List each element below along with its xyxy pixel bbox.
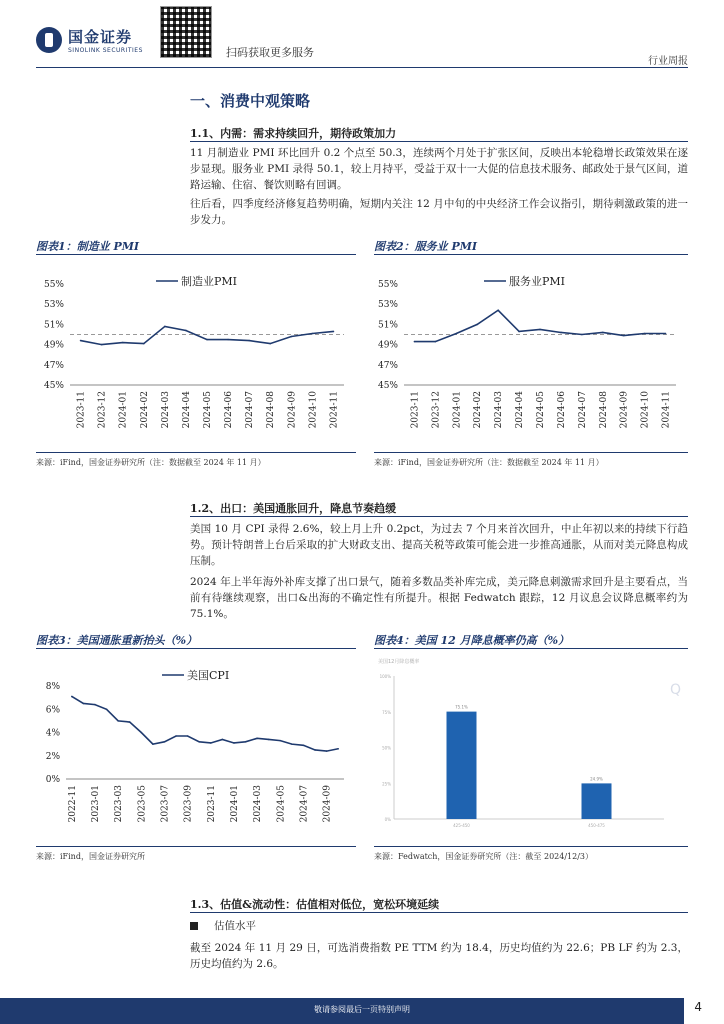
subsection-1-divider [190, 141, 688, 142]
y-tick-label: 4% [45, 728, 60, 739]
y-tick-label: 47% [377, 360, 398, 371]
x-tick-label: 2023-12 [431, 391, 442, 429]
series-line [414, 310, 665, 341]
x-tick-label: 2024-01 [118, 391, 129, 429]
data-point [476, 324, 478, 326]
data-point [602, 332, 604, 334]
data-point [71, 696, 73, 698]
chart-us-cpi [36, 656, 356, 841]
y-tick-label: 47% [43, 360, 64, 371]
y-tick-label: 53% [43, 300, 64, 311]
data-point [101, 344, 103, 346]
data-point [581, 334, 583, 336]
x-tick-label: 2024-09 [322, 785, 333, 823]
y-tick-label: 2% [45, 751, 60, 762]
data-point [117, 720, 119, 722]
subsection-3-title: 1.3、估值&流动性：估值相对低位，宽松环境延续 [190, 898, 440, 911]
x-tick-label: 2024-10 [640, 391, 651, 429]
data-point [560, 332, 562, 334]
figure-1-source: 来源：iFind，国金证券研究所（注：数据截至 2024 年 11 月） [36, 458, 266, 467]
y-tick-label: 8% [45, 682, 60, 692]
x-tick-label: 2023-11 [76, 391, 87, 429]
x-tick-label: 2024-11 [661, 391, 672, 429]
x-tick-label: 425-450 [453, 823, 470, 828]
x-tick-label: 2024-11 [329, 391, 340, 429]
logo-cn: 国金证券 [68, 28, 133, 46]
report-type: 行业周报 [648, 56, 688, 67]
x-tick-label: 2024-08 [266, 391, 277, 429]
data-point [414, 341, 416, 343]
data-point [94, 704, 96, 706]
subsection-3-bullet [190, 918, 688, 934]
x-tick-label: 2023-07 [160, 785, 171, 823]
x-tick-label: 2024-09 [287, 391, 298, 429]
data-point [210, 742, 212, 744]
x-tick-label: 2024-04 [181, 391, 192, 429]
footer-disclaimer: 敬请参阅最后一页特别声明 [314, 1005, 410, 1014]
x-tick-label: 2023-11 [206, 785, 217, 823]
page-number: 4 [694, 1000, 702, 1014]
data-point [279, 740, 281, 742]
data-point [140, 732, 142, 734]
company-logo [36, 26, 143, 54]
y-tick-label: 55% [43, 280, 64, 290]
data-point [268, 739, 270, 741]
legend-label: 制造业PMI [181, 275, 238, 288]
subsection-2-divider [190, 516, 688, 517]
x-tick-label: 2022-11 [67, 785, 78, 823]
data-point [222, 739, 224, 741]
x-tick-label: 2024-01 [452, 391, 463, 429]
data-point [152, 743, 154, 745]
x-tick-label: 2024-03 [253, 785, 264, 823]
data-point [233, 742, 235, 744]
x-tick-label: 2024-04 [515, 391, 526, 429]
bar-label: 75.1% [455, 704, 468, 710]
x-tick-label: 2024-05 [276, 785, 287, 823]
data-point [227, 339, 229, 341]
x-tick-label: 2024-06 [556, 391, 567, 429]
data-point [83, 703, 85, 705]
series-line [81, 326, 334, 344]
subsection-3-paragraph-1: 截至 2024 年 11 月 29 日，可选消费指数 PE TTM 约为 18.4，历史均值约为 22.6；PB LF 约为 2.3，历史均值约为 2.6。 [190, 942, 688, 970]
x-tick-label: 2024-03 [494, 391, 505, 429]
figure-4-title: 图表4：美国 12 月降息概率仍高（%） [374, 634, 570, 647]
x-tick-label: 2023-09 [183, 785, 194, 823]
data-point [497, 309, 499, 311]
data-point [106, 708, 108, 710]
x-tick-label: 2023-01 [90, 785, 101, 823]
x-tick-label: 2024-03 [160, 391, 171, 429]
chart-manufacturing-pmi [36, 262, 356, 447]
data-point [314, 749, 316, 751]
bar [582, 783, 612, 819]
x-tick-label: 2023-03 [114, 785, 125, 823]
data-point [326, 750, 328, 752]
data-point [175, 735, 177, 737]
x-tick-label: 2023-12 [97, 391, 108, 429]
data-point [129, 721, 131, 723]
x-tick-label: 2023-11 [410, 391, 421, 429]
chart-caption: 美国12月降息概率 [378, 659, 420, 665]
figure-2-source: 来源：iFind，国金证券研究所（注：数据截至 2024 年 11 月） [374, 458, 604, 467]
y-tick-label: 45% [377, 381, 398, 391]
figure-3-bottom-divider [36, 846, 356, 847]
data-point [164, 741, 166, 743]
logo-en: SINOLINK SECURITIES [68, 47, 143, 54]
x-tick-label: 2024-01 [229, 785, 240, 823]
x-tick-label: 2024-07 [577, 391, 588, 429]
x-tick-label: 2024-05 [203, 391, 213, 429]
x-tick-label: 2024-07 [299, 785, 310, 823]
y-tick-label: 75% [382, 709, 391, 715]
bar-label: 24.9% [590, 776, 603, 782]
data-point [291, 743, 293, 745]
x-tick-label: 2024-02 [139, 391, 150, 429]
watermark-icon: Q [670, 682, 682, 698]
subsection-1-title: 1.1、内需：需求持续回升，期待政策加力 [190, 127, 397, 140]
header-divider [36, 67, 688, 68]
data-point [122, 342, 124, 344]
y-tick-label: 49% [43, 340, 64, 351]
y-tick-label: 49% [377, 340, 398, 351]
data-point [198, 741, 200, 743]
y-tick-label: 51% [377, 320, 398, 331]
legend-label: 美国CPI [187, 669, 230, 682]
x-tick-label: 2024-08 [598, 391, 609, 429]
data-point [269, 343, 271, 345]
figure-1-bottom-divider [36, 452, 356, 453]
subsection-3-divider [190, 912, 688, 913]
data-point [623, 335, 625, 337]
y-tick-label: 0% [384, 817, 391, 822]
x-tick-label: 2024-07 [245, 391, 256, 429]
data-point [644, 333, 646, 335]
data-point [337, 748, 339, 750]
chart-services-pmi [374, 262, 688, 447]
figure-4-bottom-divider [374, 846, 688, 847]
subsection-1-paragraph-2: 往后看，四季度经济修复趋势明确，短期内关注 12 月中旬的中央经济工作会议指引，期待刺激政策的进一步发力。 [190, 198, 688, 226]
data-point [312, 333, 314, 335]
chart-rate-cut-probability [374, 656, 688, 841]
legend-label: 服务业PMI [509, 275, 566, 288]
x-tick-label: 2023-05 [137, 785, 148, 823]
x-tick-label: 2024-09 [619, 391, 630, 429]
bullet-label: 估值水平 [214, 920, 256, 932]
qr-code-icon[interactable] [160, 6, 212, 58]
data-point [245, 741, 247, 743]
data-point [303, 744, 305, 746]
chart-background [374, 656, 688, 841]
data-point [143, 343, 145, 345]
figure-2-divider [374, 254, 688, 255]
figure-1-divider [36, 254, 356, 255]
data-point [248, 340, 250, 342]
data-point [518, 331, 520, 333]
figure-3-source: 来源：iFind，国金证券研究所 [36, 852, 145, 861]
figure-1-title: 图表1：制造业 PMI [36, 240, 140, 253]
y-tick-label: 51% [43, 320, 64, 331]
page-header [0, 0, 724, 70]
x-tick-label: 2024-06 [224, 391, 235, 429]
data-point [256, 738, 258, 740]
x-tick-label: 2024-02 [473, 391, 484, 429]
y-tick-label: 100% [379, 674, 391, 679]
logo-icon [36, 27, 62, 53]
y-tick-label: 50% [382, 745, 391, 751]
y-tick-label: 53% [377, 300, 398, 311]
y-tick-label: 0% [45, 775, 60, 785]
x-tick-label: 450-475 [588, 823, 605, 828]
subsection-2-paragraph-2: 2024 年上半年海外补库支撑了出口景气，随着多数品类补库完成，美元降息刺激需求回升是主要看点，当前有待继续观察，出口&出海的不确定性有所提升。根据 Fedwatch 跟踪，12 月议息会议降息概率约为 75.1%。 [190, 576, 688, 620]
y-tick-label: 55% [377, 280, 398, 290]
section-title: 一、消费中观策略 [190, 92, 311, 110]
bullet-icon [190, 922, 198, 930]
series-line [72, 696, 338, 751]
data-point [187, 735, 189, 737]
subsection-2-paragraph-1: 美国 10 月 CPI 录得 2.6%，较上月上升 0.2pct，为过去 7 个月来首次回升，中止年初以来的持续下行趋势。预计特朗普上台后采取的扩大财政支出、提高关税等政策可能会进一步推高通胀，从而对美元降息构成压制。 [190, 523, 688, 567]
data-point [456, 333, 458, 335]
data-point [206, 339, 208, 341]
y-tick-label: 6% [45, 705, 60, 716]
figure-4-divider [374, 648, 688, 649]
data-point [333, 331, 335, 333]
data-point [185, 330, 187, 332]
qr-text: 扫码获取更多服务 [226, 46, 314, 59]
data-point [435, 341, 437, 343]
y-tick-label: 25% [382, 781, 391, 787]
figure-2-title: 图表2：服务业 PMI [374, 240, 478, 253]
data-point [291, 336, 293, 338]
x-tick-label: 2024-10 [308, 391, 319, 429]
figure-2-bottom-divider [374, 452, 688, 453]
figure-3-title: 图表3：美国通胀重新抬头（%） [36, 634, 198, 647]
x-tick-label: 2024-05 [536, 391, 546, 429]
data-point [164, 326, 166, 328]
subsection-2-title: 1.2、出口：美国通胀回升，降息节奏趋缓 [190, 502, 397, 515]
y-tick-label: 45% [43, 381, 64, 391]
bar [447, 712, 477, 819]
subsection-1-paragraph-1: 11 月制造业 PMI 环比回升 0.2 个点至 50.3，连续两个月处于扩张区间，反映出本轮稳增长政策效果在逐步显现。服务业 PMI 录得 50.1，较上月持平，受益于双十一大促的信息技术服务、邮政处于景气区间，道路运输、住宿、餐饮则略有回调。 [190, 147, 688, 191]
data-point [665, 333, 667, 335]
data-point [80, 340, 82, 342]
data-point [539, 329, 541, 331]
figure-4-source: 来源：Fedwatch，国金证券研究所（注：截至 2024/12/3） [374, 852, 593, 861]
figure-3-divider [36, 648, 356, 649]
